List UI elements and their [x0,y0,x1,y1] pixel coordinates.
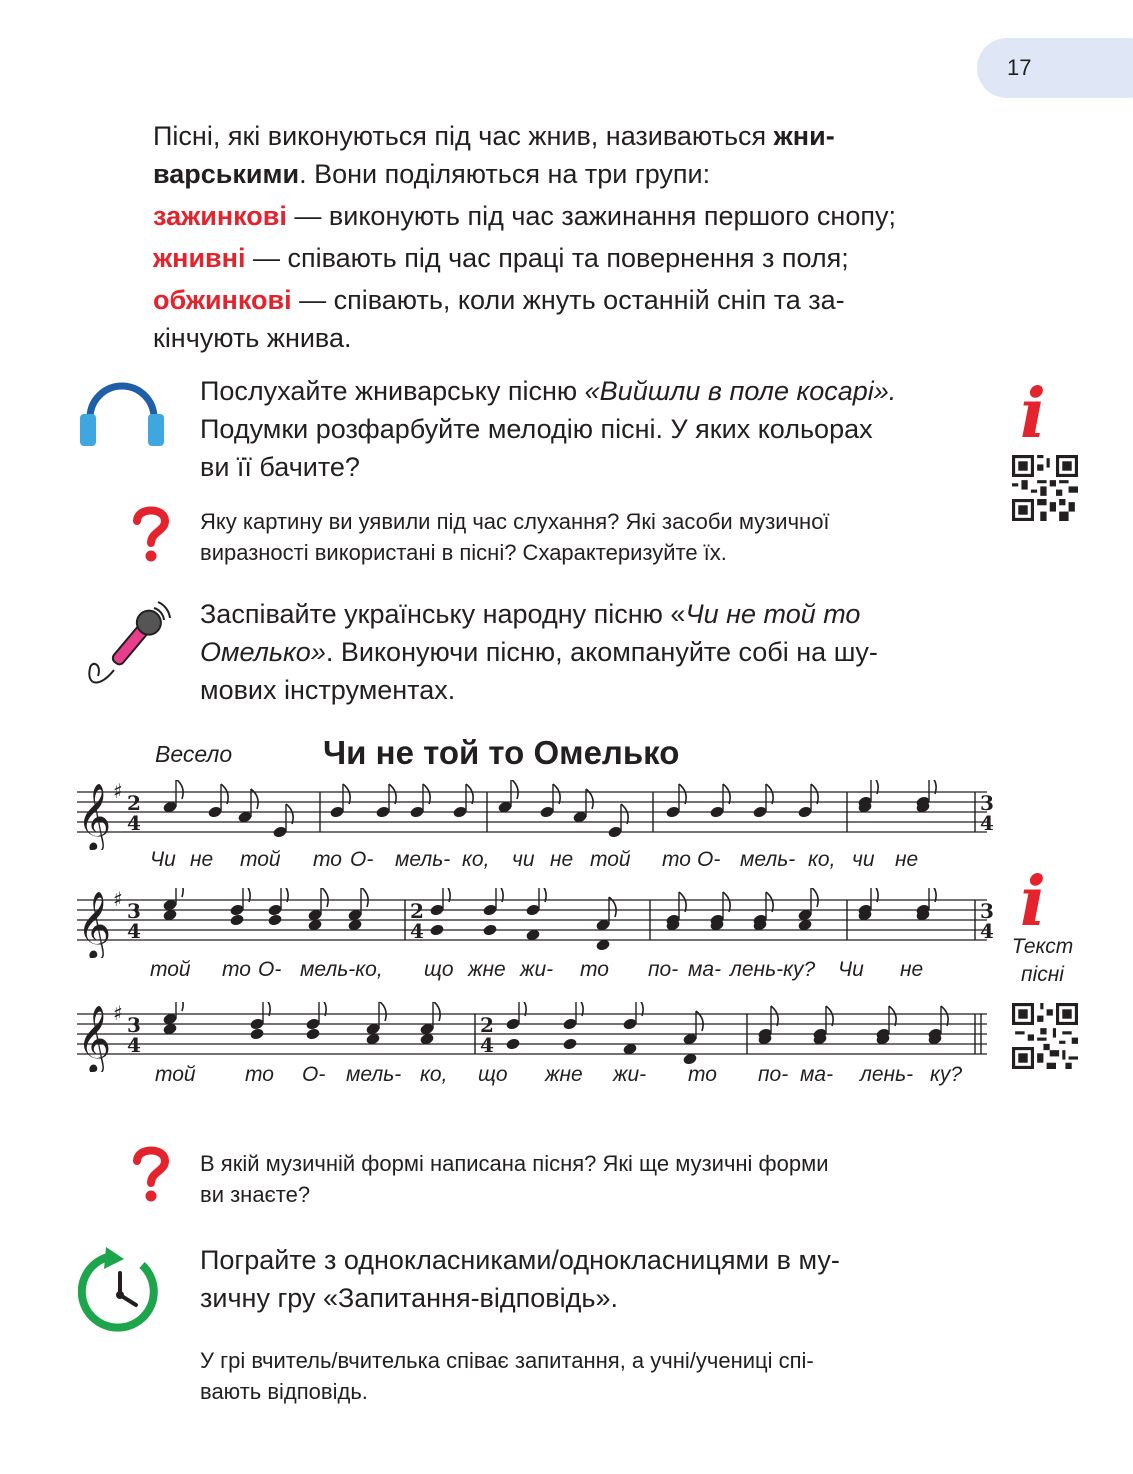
listen-line-3: ви її бачите? [200,452,360,482]
group-list [153,197,998,357]
time-signature-top: 3 [127,1013,141,1037]
note-flag [679,784,686,804]
info-icon-2[interactable]: i [1020,862,1046,942]
listen-task [200,372,998,486]
note-flag [766,892,773,912]
group-desc: — співають, коли жнуть останній сніп та за- [291,285,845,315]
lyric-syllable: лень-ку? [730,958,816,981]
listen-text: Послухайте жниварську пісню [200,376,585,406]
time-signature-top: 2 [127,791,141,815]
lyric-syllable: то [245,1063,274,1086]
note-flag [889,1006,896,1026]
time-signature-top: 3 [980,791,994,815]
sing-task [200,595,998,709]
lyric-syllable: то [662,848,691,871]
sing-line-3: мових інструментах. [200,675,456,705]
lyric-syllable: мель-ко, [300,958,383,981]
lyric-syllable: ко, [462,848,490,871]
info-icon[interactable]: i [1020,374,1046,454]
note-flag [176,888,183,897]
lyric-syllable: ко, [420,1063,448,1086]
note-flag [423,784,430,804]
key-sharp: ♯ [113,1002,123,1025]
lyric-syllable: ку? [930,1063,963,1086]
note-flag [389,784,396,804]
question-2-line-1: В якій музичній формі написана пісня? Які ще музичні форми [200,1151,829,1176]
time-signature-bottom: 4 [480,1033,494,1057]
note-head [267,913,282,926]
music-staff-1 [75,780,1000,850]
treble-clef: 𝄞 [77,782,112,850]
lyric-syllable: О- [302,1063,326,1086]
sing-line-1 [200,595,998,633]
intro-line-2 [153,155,998,193]
note-flag [466,784,473,804]
question-1-line-1: Яку картину ви уявили під час слухання? Які засоби музичної [200,509,830,534]
note-flag [321,888,328,907]
note-head [505,1037,520,1050]
key-sharp: ♯ [113,888,123,911]
note-head [305,1027,320,1040]
lyric-syllable: по- [648,958,679,981]
intro-paragraph [153,117,998,193]
game-task [200,1241,998,1317]
note-head [249,1027,264,1040]
lyric-syllable: чи [852,848,875,871]
listen-line-1 [200,372,998,410]
lyric-syllable: не [900,958,924,981]
intro-line-1 [153,117,998,155]
game-line-2: зичну гру «Запитання-відповідь». [200,1283,618,1313]
lyric-syllable: то [580,958,609,981]
lyric-syllable: жне [545,1063,583,1086]
intro-text-2: . Вони поділяються на три групи: [299,159,711,189]
lyric-syllable: ко, [808,848,836,871]
treble-clef: 𝄞 [77,1004,112,1072]
note-flag [941,1006,948,1026]
note-head [482,923,497,936]
note-flag [723,784,730,804]
lyric-syllable: що [424,958,454,981]
listen-song-title: «Вийшли в поле косарі». [584,376,897,406]
lyrics-text-label[interactable]: Текст пісні [1011,935,1074,986]
lyric-syllable: О- [697,848,721,871]
tempo-marking: Весело [155,741,233,767]
lyric-syllable: Чи [838,958,864,981]
game-note [200,1345,998,1407]
lyric-syllable: жи- [520,958,554,981]
time-signature-bottom: 4 [127,811,141,835]
time-signature-bottom: 4 [127,1033,141,1057]
time-signature-top: 3 [127,899,141,923]
lyric-syllable: то [313,848,342,871]
lyric-syllable: той [240,848,281,871]
page-number [977,38,1133,98]
lyric-syllable: той [590,848,631,871]
listen-line-2: Подумки розфарбуйте мелодію пісні. У яких кольорах [200,414,873,444]
time-signature-top: 2 [480,1013,494,1037]
game-line-1: Пограйте з однокласниками/однокласницями в му- [200,1245,840,1275]
group-term: жнивні [153,243,246,273]
time-signature-bottom: 4 [980,811,994,835]
sing-text: Заспівайте українську народну пісню « [200,599,686,629]
time-signature-bottom: 4 [980,919,994,943]
note-flag [679,892,686,912]
game-note-line-1: У грі вчитель/вчителька співає запитання, а учні/учениці спі- [200,1348,814,1373]
lyric-syllable: О- [258,958,282,981]
lyric-syllable: то [222,958,251,981]
sing-line-2 [200,633,998,671]
group-term: зажинкові [153,201,287,231]
qr-code-icon[interactable] [1012,455,1078,521]
group-item [153,197,998,235]
note-head [562,1037,577,1050]
sing-song-title-2: Омелько» [200,637,326,667]
lyric-syllable: не [550,848,574,871]
intro-bold: жни- [773,121,835,151]
group-term: обжинкові [153,285,292,315]
note-flag [766,784,773,804]
sing-text-2: . Виконуючи пісню, акомпануйте собі на шу- [325,637,878,667]
note-flag [511,780,518,799]
note-flag [826,1006,833,1026]
lyric-syllable: по- [758,1063,789,1086]
note-flag [379,1002,386,1021]
note-flag [811,888,818,907]
lyric-syllable: жи- [613,1063,647,1086]
note-head [229,913,244,926]
note-flag [433,1002,440,1021]
group-item-cont: кінчують жнива. [153,323,352,353]
time-signature-bottom: 4 [127,919,141,943]
lyric-syllable: Чи [150,848,176,871]
group-item [153,239,998,277]
lyric-syllable: лень- [860,1063,914,1086]
note-flag [811,784,818,804]
time-signature-top: 2 [410,899,424,923]
intro-bold-2: варськими [153,159,300,189]
note-flag [343,784,350,804]
lyric-syllable: жне [468,958,506,981]
treble-clef: 𝄞 [77,890,112,958]
lyric-syllable: мель- [346,1063,402,1086]
lyrics-line-2 [0,958,1133,988]
note-head [429,923,444,936]
lyric-syllable: не [895,848,919,871]
note-flag [621,804,628,824]
question-2-line-2: ви знаєте? [200,1182,311,1207]
intro-text: Пісні, які виконуються під час жнив, називаються [153,121,774,151]
game-note-line-2: вають відповідь. [200,1379,368,1404]
note-flag [176,780,183,799]
music-staff-2 [75,888,1000,958]
microphone-icon [80,598,176,690]
note-flag [723,892,730,912]
clock-icon [78,1245,168,1335]
lyric-syllable: той [150,958,191,981]
question-icon-2 [132,1145,170,1203]
lyric-syllable: той [155,1063,196,1086]
note-flag [553,784,560,804]
sing-song-title: Чи не той то [685,599,861,629]
qr-code-icon-2[interactable] [1012,1003,1078,1069]
time-signature-top: 3 [980,899,994,923]
note-flag [771,1006,778,1026]
group-desc: — співають під час праці та повернення з поля; [245,243,849,273]
music-staff-3 [75,1002,1000,1072]
group-desc: — виконують під час зажинання першого снопу; [286,201,896,231]
note-flag [221,784,228,804]
lyric-syllable: ма- [688,958,722,981]
lyric-syllable: чи [512,848,535,871]
question-icon [132,505,170,563]
question-1-line-2: виразності використані в пісні? Схарактеризуйте їх. [200,540,727,565]
question-2 [200,1148,998,1210]
lyrics-line-1 [0,848,1133,878]
lyric-syllable: ма- [800,1063,834,1086]
lyrics-line-3 [0,1063,1133,1093]
headphones-icon [78,380,166,448]
lyric-syllable: О- [350,848,374,871]
lyric-syllable: не [190,848,214,871]
time-signature-bottom: 4 [410,919,424,943]
note-flag [361,888,368,907]
lyric-syllable: мель- [740,848,796,871]
lyric-syllable: мель- [395,848,451,871]
key-sharp: ♯ [113,780,123,803]
song-title: Чи не той то Омелько [323,734,680,771]
note-flag [176,1002,183,1011]
page-number-text: 17 [1007,55,1032,80]
lyric-syllable: то [688,1063,717,1086]
lyric-syllable: що [478,1063,508,1086]
group-item [153,281,998,319]
note-flag [286,804,293,824]
question-1 [200,506,998,568]
